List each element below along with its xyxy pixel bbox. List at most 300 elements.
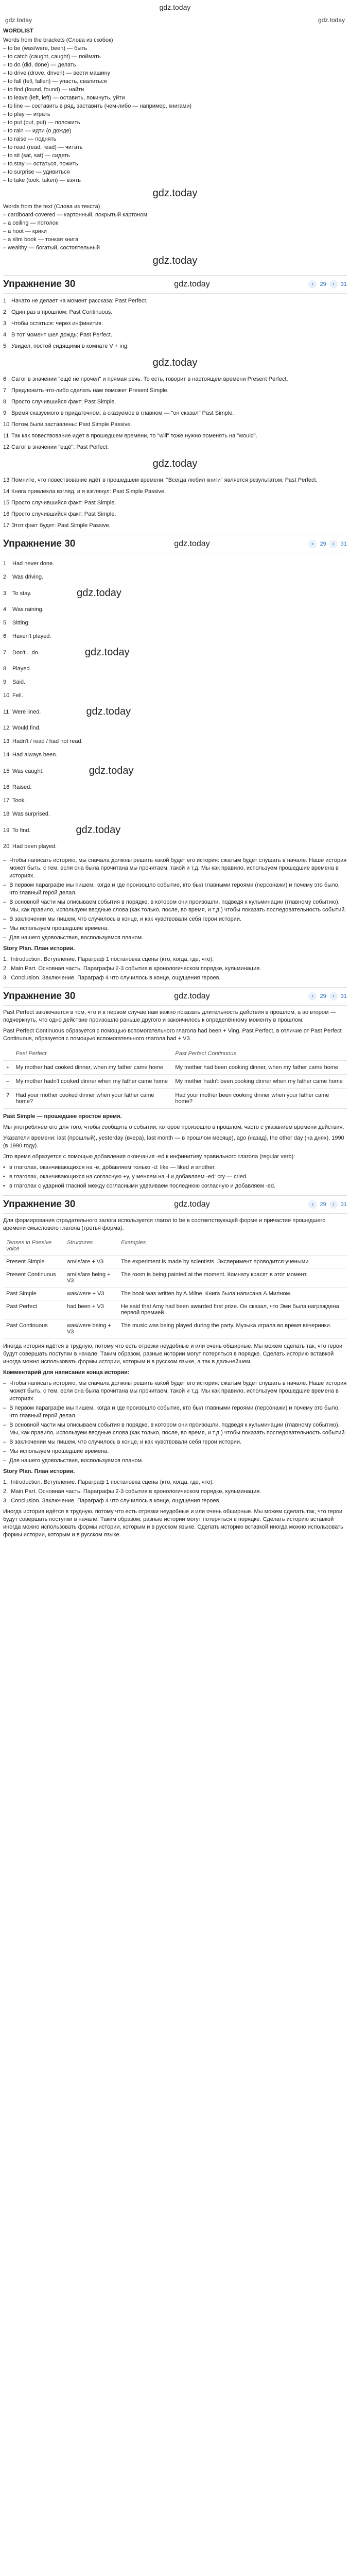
wordlist-item: – a ceiling — потолок — [3, 220, 58, 226]
simple-text: Мы употребляем его для того, чтобы сообщить о событии, которое произошло в прошлом, часто с указанием времени действия. — [3, 1124, 344, 1130]
bullet-icon: – — [3, 1439, 7, 1445]
column-header: Tenses in Passive voice — [3, 1236, 64, 1256]
pager — [308, 280, 347, 289]
prev-page[interactable]: 29 — [320, 1201, 326, 1208]
item-text: Помните, что повествование идёт в прошедшем времени. "Всегда любил книги" является результатом: Past Perfect. — [11, 477, 318, 483]
form-text: Past Perfect Continuous образуется с помощью вспомогательного глагола had been + Ving. Past Perfect, в отличие от Past Perfect Continuous, образуется с помощью вспомогательного глагола had + V3. — [3, 1028, 342, 1042]
table-row — [3, 1075, 347, 1089]
bullet-icon: – — [3, 925, 7, 931]
table-cell: The book was written by A.Milne. Книга была написана А.Милном. — [118, 1287, 347, 1300]
item-number: 17 — [3, 798, 10, 804]
wordlist-item: – to take (took, taken) — взять — [3, 177, 81, 183]
passive-table — [3, 1236, 347, 1338]
list-item — [3, 444, 347, 451]
item-number: 17 — [3, 522, 10, 529]
bullet-icon: – — [3, 857, 7, 863]
wordlist-label: WORDLIST — [3, 28, 33, 34]
answer-row — [3, 574, 347, 580]
answer-row — [3, 647, 347, 658]
column-header: Structures — [64, 1236, 118, 1256]
answer-row — [3, 587, 347, 599]
prev-arrow-icon[interactable]: ‹ — [308, 1200, 317, 1209]
answer-text: Played. — [12, 666, 31, 672]
wordlist-item: – to put (put, put) — положить — [3, 120, 80, 126]
answer-row — [3, 666, 347, 672]
table-cell: had been + V3 — [64, 1300, 118, 1319]
item-number: 15 — [3, 500, 10, 506]
prev-arrow-icon[interactable]: ‹ — [308, 280, 317, 289]
watermark: gdz.today — [152, 458, 198, 469]
list-item — [3, 522, 347, 530]
item-number: 9 — [3, 410, 7, 416]
note-text: В первом параграфе мы пишем, когда и где произошло событие, кто был главными героями (персонажи) и почему это было, что главный герой делал. — [9, 882, 340, 896]
table-body — [3, 1061, 347, 1109]
answer-row — [3, 752, 347, 758]
wordlist-item: – to surprise — удивиться — [3, 169, 70, 175]
answer-text: Had been played. — [12, 843, 57, 850]
column-header: Past Perfect — [12, 1047, 172, 1061]
bullet-icon: – — [3, 1458, 7, 1464]
wordlist-item: – cardboard-covered — картонный, покрытый картоном — [3, 212, 147, 218]
item-number: 14 — [3, 752, 10, 758]
bullet-icon: 2. — [3, 1488, 8, 1495]
item-number: 4 — [3, 332, 7, 338]
rule-bullets — [3, 1164, 347, 1190]
pager — [308, 1200, 347, 1209]
table-cell: The experiment is made by scientists. Эксперимент проводится учеными. — [118, 1256, 347, 1268]
list-item — [3, 376, 347, 383]
note-text: Мы используем прошедшие времена. — [9, 1448, 109, 1454]
bullet-icon: 2. — [3, 965, 8, 972]
item-text: Просто случившийся факт: Past Simple. — [11, 500, 116, 506]
plan-item — [3, 1488, 347, 1496]
note-item — [3, 925, 347, 933]
item-number: 5 — [3, 620, 7, 626]
item-number: 6 — [3, 633, 7, 639]
column-header — [3, 1047, 12, 1061]
bullet-icon: 3. — [3, 975, 8, 981]
plan-list — [3, 956, 347, 982]
bullet-icon: – — [3, 1405, 7, 1411]
section-title: Упражнение 30 — [3, 279, 76, 290]
plan-item — [3, 965, 347, 973]
answer-text: To find. — [12, 827, 31, 834]
watermark: gdz.today — [318, 16, 345, 24]
item-text: Сатог в значении "ещё": Past Perfect. — [11, 444, 109, 450]
wordlist-item: – to play — играть — [3, 111, 50, 117]
answers-list — [3, 561, 347, 850]
next-page[interactable]: 31 — [340, 1201, 347, 1208]
answer-row — [3, 606, 347, 613]
item-number: 2 — [3, 574, 7, 580]
item-text: Один раз в прошлом: Past Continuous. — [11, 309, 113, 315]
item-text: Книга привлекла взгляд, и я взглянул: Past Simple Passive. — [11, 488, 166, 495]
next-page[interactable]: 31 — [340, 281, 347, 287]
wordlist — [3, 16, 347, 270]
wordlist-item: – to fall (fell, fallen) — упасть, свалиться — [3, 78, 107, 84]
notes-list — [3, 1380, 347, 1465]
rule-text: Это время образуется с помощью добавления окончания -ed к инфинитиву правильного глагола (regular verb): — [3, 1154, 295, 1160]
answer-text: Had never done. — [12, 561, 55, 567]
table-row — [3, 1256, 347, 1268]
item-text: Предложить что-либо сделать нам поможет Present Simple. — [11, 387, 169, 394]
item-text: В тот момент шел дождь: Past Perfect. — [11, 332, 112, 338]
answer-text: Fell. — [12, 692, 23, 699]
bullet-icon: – — [3, 935, 7, 941]
rule-item — [3, 1164, 347, 1172]
table-cell: Past Continuous — [3, 1319, 64, 1338]
note-item — [3, 916, 347, 923]
section-title: Упражнение 30 — [3, 538, 76, 549]
answer-row — [3, 725, 347, 731]
item-number: 2 — [3, 309, 7, 315]
answer-row — [3, 784, 347, 790]
list-item — [3, 320, 347, 328]
compare-table — [3, 1047, 347, 1109]
item-number: 7 — [3, 387, 7, 394]
answer-text: Had always been. — [12, 752, 58, 758]
list-item — [3, 398, 347, 406]
plan-text: Introduction. Вступление. Параграф 1 постановка сцены (кто, когда, где, что). — [11, 1479, 214, 1485]
list-item — [3, 511, 347, 518]
section-header — [3, 987, 347, 1006]
item-number: 3 — [3, 320, 7, 327]
note-text: В основной части мы описываем события в порядке, в котором они произошли, подведя к кульминации (главному событию). Мы, как правило, используем вводные слова (как только, после, во время, и т.д.) чтобы показать последовательность событий. — [9, 1422, 346, 1436]
list-item — [3, 331, 347, 339]
note-item — [3, 1380, 347, 1403]
note-item — [3, 1448, 347, 1455]
plan-item — [3, 956, 347, 963]
wordlist-item: – to sit (sat, sat) — сидеть — [3, 152, 70, 159]
list-item — [3, 343, 347, 350]
table-cell: was/were + V3 — [64, 1287, 118, 1300]
table-cell: My mother had been cooking dinner, when my father came home — [172, 1061, 347, 1075]
notes-list — [3, 857, 347, 942]
item-text: Время сказуемого в придаточном, а сказуемое в главном — "он сказал" Past Simple. — [11, 410, 234, 416]
list-item — [3, 432, 347, 440]
watermark: gdz.today — [174, 280, 210, 289]
watermark: gdz.today — [152, 255, 198, 266]
answer-row — [3, 692, 347, 699]
table-cell: + — [3, 1061, 12, 1075]
answer-text: Said. — [12, 679, 26, 685]
table-cell: My mother hadn't been cooking dinner when my father came home — [172, 1075, 347, 1089]
item-number: 9 — [3, 679, 7, 685]
answer-row — [3, 706, 347, 718]
wordlist-item: – to raise — поднять — [3, 136, 57, 142]
note-item — [3, 899, 347, 914]
item-number: 4 — [3, 606, 7, 613]
table-header — [3, 1047, 347, 1061]
item-number: 10 — [3, 692, 10, 699]
rule-text: в глаголах с ударной гласной между согласными удваиваем последнюю согласную и добавляем -ed. — [9, 1183, 276, 1189]
wordlist-item: – to be (was/were, been) — быть — [3, 45, 87, 52]
answer-row — [3, 620, 347, 626]
bullet-icon: • — [3, 1183, 5, 1189]
next-arrow-icon[interactable]: › — [329, 992, 338, 1001]
watermark: gdz.today — [152, 357, 198, 368]
prev-page[interactable]: 29 — [320, 541, 326, 547]
note-text: В первом параграфе мы пишем, когда и где произошло событие, кто был главными героями (персонажи) и почему это было, что главный герой делал. — [9, 1405, 340, 1419]
section-header — [3, 1195, 347, 1214]
next-page[interactable]: 31 — [340, 993, 347, 999]
item-number: 8 — [3, 399, 7, 405]
next-arrow-icon[interactable]: › — [329, 1200, 338, 1209]
wordlist-item: – to do (did, done) — делать — [3, 62, 76, 68]
wordlist-intro: Words from the brackets (Слова из скобок) — [3, 37, 113, 43]
item-text: Начато не делает на момент рассказа: Past Perfect. — [11, 298, 148, 304]
table-cell: was/were being + V3 — [64, 1319, 118, 1338]
table-cell: My mother had cooked dinner, when my father came home — [12, 1061, 172, 1075]
table-cell: Past Simple — [3, 1287, 64, 1300]
bullet-icon: 1. — [3, 956, 8, 962]
table-row — [3, 1089, 347, 1109]
note-text: Чтобы написать историю, мы сначала должны решить какой будет его история: сжатым будет слушать в начале. Наше история может быть, с тем, если она была прочитана мы прочитаем, такой и т.д. Мы как правило, используем прошедшие времена в историях. — [9, 857, 347, 879]
table-cell: Past Perfect — [3, 1300, 64, 1319]
watermark-row — [3, 16, 347, 24]
table-cell: Had your mother been cooking dinner when your father came home? — [172, 1089, 347, 1109]
answer-row — [3, 811, 347, 817]
watermark: gdz.today — [174, 539, 210, 548]
item-number: 7 — [3, 649, 7, 656]
item-text: Увидел, постой сидящими в комнате V + ing. — [11, 343, 129, 349]
answer-row — [3, 765, 347, 777]
item-text: Этот факт будет: Past Simple Passive. — [11, 522, 111, 529]
table-cell: Present Continuous — [3, 1268, 64, 1287]
note-text: Для нашего удовольствия, воспользуемся планом. — [9, 1458, 144, 1464]
after-text: Иногда история идётся в трудную, потому что есть отрезки неудобные и или очень обширные. Мы можем сделать так, что герои будут совершать поступки в начале. Таким образом, разные истории могут потеряться в порядке. Сделать историю вставкой иногда можно использовать формы истории, которым и в русском языке, а так в дальнейшем. — [3, 1343, 343, 1365]
watermark: gdz.today — [5, 16, 32, 24]
wordlist-item: – to drive (drove, driven) — вести машину — [3, 70, 111, 76]
answer-text: Haven't played. — [12, 633, 51, 639]
item-text: Так как повествование идёт в прошедшем времени, то "will" тоже нужно поменять на "would". — [11, 433, 257, 439]
table-row — [3, 1287, 347, 1300]
watermark: gdz.today — [76, 824, 121, 836]
site-logo[interactable]: gdz.today — [159, 3, 191, 11]
plan-text: Introduction. Вступление. Параграф 1 постановка сцены (кто, когда, где, что). — [11, 956, 214, 962]
answer-text: Was driving. — [12, 574, 44, 580]
item-number: 10 — [3, 421, 10, 428]
list-item — [3, 410, 347, 417]
note-item — [3, 934, 347, 942]
section-title: Упражнение 30 — [3, 1199, 76, 1210]
list-item — [3, 387, 347, 395]
answer-text: Sitting. — [12, 620, 30, 626]
answer-text: Raised. — [12, 784, 32, 790]
answer-row — [3, 798, 347, 804]
table-body — [3, 1256, 347, 1338]
intro-text: Past Perfect заключается в том, что и в первом случае нам важно показать длительность действия в прошлом, а во втором — подчеркнуть, что одно действие произошло раньше другого и закончилось к определённому моменту в прошлом. — [3, 1009, 336, 1023]
wordlist-item: – to leave (left, left) — оставить, покинуть, уйти — [3, 95, 125, 101]
watermark: gdz.today — [89, 765, 134, 776]
item-number: 13 — [3, 477, 10, 483]
rule-item — [3, 1182, 347, 1190]
section-title: Упражнение 30 — [3, 991, 76, 1002]
wordlist-item: – a slim book — тонкая книга — [3, 236, 79, 243]
table-cell: Had your mother cooked dinner when your father came home? — [12, 1089, 172, 1109]
final-text: Иногда история идётся в трудную, потому что есть отрезки неудобные и или очень обширные. Мы можем сделать так, что герои будут совершать поступки в начале. Таким образом, разные истории могут потеряться в порядке. Сделать историю вставкой иногда можно использовать формы истории, которым и в русском языке. Сделать историю вставкой иногда можно использовать формы истории, которым и в русском языке. — [3, 1509, 343, 1538]
wordlist-item: – to catch (caught, caught) — поймать — [3, 54, 101, 60]
answer-text: Took. — [12, 798, 26, 804]
answer-text: Hadn't / read / had not read. — [12, 738, 83, 744]
item-text: Потом были заставлены: Past Simple Passive. — [11, 421, 132, 428]
table-cell: ? — [3, 1089, 12, 1109]
bullet-icon: – — [3, 899, 7, 905]
table-cell: My mother hadn't cooked dinner when my father came home — [12, 1075, 172, 1089]
note-text: Мы используем прошедшие времена. — [9, 925, 109, 931]
watermark: gdz.today — [174, 992, 210, 1001]
pager — [308, 992, 347, 1001]
list-item — [3, 309, 347, 316]
wordlist-item: – to stay — остаться, пожить — [3, 161, 78, 167]
plan-item — [3, 1497, 347, 1505]
item-number: 12 — [3, 444, 10, 450]
note-item — [3, 1457, 347, 1465]
list-item — [3, 488, 347, 496]
answer-row — [3, 633, 347, 639]
list-item — [3, 499, 347, 507]
next-arrow-icon[interactable]: › — [329, 280, 338, 289]
table-row — [3, 1061, 347, 1075]
simple-title: Past Simple — прошедшее простое время. — [3, 1113, 122, 1120]
answer-row — [3, 679, 347, 685]
note-text: Чтобы написать историю, мы сначала должны решить какой будет его история: сжатым будет слушать в начале. Наше история может быть, с тем, если она была прочитана мы прочитаем, такой и т.д. Мы как правило, используем прошедшие времена в историях. — [9, 1380, 347, 1402]
note-item — [3, 1421, 347, 1437]
plan-item — [3, 974, 347, 982]
next-page[interactable]: 31 — [340, 541, 347, 547]
bullet-icon: • — [3, 1174, 5, 1180]
item-number: 13 — [3, 738, 10, 744]
prev-arrow-icon[interactable]: ‹ — [308, 540, 317, 548]
item-number: 19 — [3, 827, 10, 834]
rule-text: в глаголах, оканчивающихся на согласную +y, у меняем на -i и добавляем -ed: cry — cried. — [9, 1174, 248, 1180]
answer-text: Was surprised. — [12, 811, 50, 817]
section-header — [3, 535, 347, 553]
table-cell: He said that Amy had been awarded first prize. Он сказал, что Эми была награждена первой премией. — [118, 1300, 347, 1319]
answer-text: Were lined. — [12, 708, 41, 715]
passive-intro: Для формирования страдательного залога используется глагол to be в соответствующей форме и причастие прошедшего времени смыслового глагола (третья форма). — [3, 1217, 326, 1231]
item-number: 16 — [3, 511, 10, 517]
watermark: gdz.today — [86, 706, 131, 717]
list-item — [3, 421, 347, 429]
answer-row — [3, 561, 347, 567]
note-item — [3, 1404, 347, 1420]
rule-text: в глаголах, оканчивающихся на -e, добавляем только -d: like — liked и another. — [9, 1164, 216, 1171]
plan-list — [3, 1479, 347, 1505]
plan-text: Conclusion. Заключение. Параграф 4 что случилось в конце, ощущения героев. — [11, 1498, 221, 1504]
answer-text: Was raining. — [12, 606, 44, 613]
item-number: 1 — [3, 561, 7, 567]
bullet-icon: – — [3, 916, 7, 922]
note-item — [3, 1438, 347, 1446]
note-text: В заключении мы пишем, что случилось в конце, и как чувствовали себя герои истории. — [9, 916, 242, 922]
answer-row — [3, 843, 347, 850]
list-item — [3, 477, 347, 484]
bullet-icon: 3. — [3, 1498, 8, 1504]
plan-title: Story Plan. План истории. — [3, 945, 75, 952]
item-number: 20 — [3, 843, 10, 850]
rule-item — [3, 1173, 347, 1181]
next-arrow-icon[interactable]: › — [329, 540, 338, 548]
list-item — [3, 297, 347, 305]
wordlist-intro-2: Words from the text (Слова из текста) — [3, 204, 100, 210]
table-cell: The room is being painted at the moment. Комнату красят в этот момент. — [118, 1268, 347, 1287]
explanation-list — [3, 297, 347, 530]
table-header — [3, 1236, 347, 1256]
item-number: 16 — [3, 784, 10, 790]
bullet-icon: – — [3, 882, 7, 888]
watermark: gdz.today — [84, 647, 130, 658]
table-row — [3, 1268, 347, 1287]
plan-text: Main Part. Основная часть. Параграфы 2-3 события в хронологическом порядке, кульминация. — [11, 1488, 261, 1495]
wordlist-item: – to line — составить в ряд, заставить (чем-либо — например, книгами) — [3, 103, 192, 109]
item-number: 11 — [3, 708, 9, 715]
pager — [308, 540, 347, 548]
wordlist-item: – to find (found, found) — найти — [3, 87, 84, 93]
item-text: Чтобы остаться: через инфинитив. — [11, 320, 103, 327]
item-number: 14 — [3, 488, 10, 495]
prev-arrow-icon[interactable]: ‹ — [308, 992, 317, 1001]
answer-text: Would find. — [12, 725, 41, 731]
table-cell: am/is/are being + V3 — [64, 1268, 118, 1287]
item-number: 12 — [3, 725, 10, 731]
notes-title: Комментарий для написания конца истории: — [3, 1369, 130, 1376]
item-text: Просто случившийся факт: Past Simple. — [11, 399, 116, 405]
wordlist-items — [3, 44, 347, 184]
plan-text: Conclusion. Заключение. Параграф 4 что случилось в конце, ощущения героев. — [11, 975, 221, 981]
answer-row — [3, 824, 347, 836]
table-cell: am/is/are + V3 — [64, 1256, 118, 1268]
item-number: 3 — [3, 590, 7, 597]
bullet-icon: – — [3, 1380, 7, 1386]
prev-page[interactable]: 29 — [320, 281, 326, 287]
item-number: 1 — [3, 298, 7, 304]
wordlist-item: – to read (read, read) — читать — [3, 144, 83, 150]
bullet-icon: 1. — [3, 1479, 8, 1485]
table-row — [3, 1319, 347, 1338]
wordlist-item: – a hoot — крики — [3, 228, 47, 234]
table-cell: – — [3, 1075, 12, 1089]
wordlist-items-2 — [3, 211, 347, 252]
markers-text: Указатели времени: last (прошлый), yesterday (вчера), last month — в прошлом месяце), ago (назад), the other day (на днях), 1990 (в 1990 году). — [3, 1135, 344, 1149]
table-row — [3, 1300, 347, 1319]
watermark: gdz.today — [152, 188, 198, 199]
column-header: Examples — [118, 1236, 347, 1256]
note-text: В заключении мы пишем, что случилось в конце, и как чувствовали себя герои истории. — [9, 1439, 242, 1445]
wordlist-item: – wealthy — богатый, состоятельный — [3, 245, 100, 251]
bullet-icon: • — [3, 1164, 5, 1171]
watermark: gdz.today — [77, 587, 121, 599]
table-cell: The music was being played during the party. Музыка играла во время вечеринки. — [118, 1319, 347, 1338]
table-cell: Present Simple — [3, 1256, 64, 1268]
item-number: 6 — [3, 376, 7, 382]
item-number: 8 — [3, 666, 7, 672]
plan-item — [3, 1479, 347, 1486]
item-number: 5 — [3, 343, 7, 349]
prev-page[interactable]: 29 — [320, 993, 326, 999]
note-item — [3, 882, 347, 897]
bullet-icon: – — [3, 1422, 7, 1428]
item-number: 15 — [3, 768, 10, 774]
answer-text: To stay. — [12, 590, 32, 597]
item-number: 11 — [3, 433, 9, 439]
plan-text: Main Part. Основная часть. Параграфы 2-3 события в хронологическом порядке, кульминация. — [11, 965, 261, 972]
plan-title: Story Plan. План истории. — [3, 1468, 75, 1475]
answer-row — [3, 738, 347, 744]
column-header: Past Perfect Continuous — [172, 1047, 347, 1061]
answer-text: Don't... do. — [12, 649, 40, 656]
wordlist-item: – to rain — идти (о дожде) — [3, 128, 72, 134]
